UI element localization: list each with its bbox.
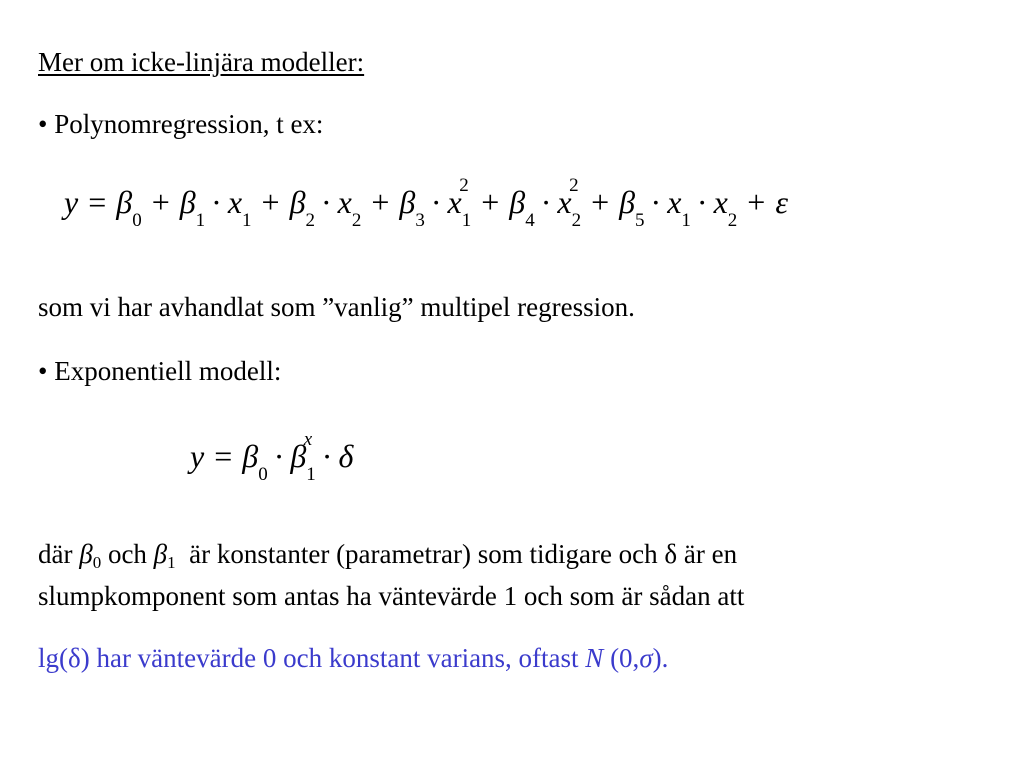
eq1-beta5: $\beta_5$: [619, 184, 645, 232]
bullet-polynomial-regression: • Polynomregression, t ex:: [38, 109, 324, 139]
eq1-dot: ·: [696, 184, 708, 220]
eq1-plus: +: [747, 184, 766, 220]
eq1-beta2: $\beta_2$: [289, 184, 316, 232]
eq1-x1: $x_1$: [227, 184, 252, 232]
normal-distribution-symbol: N: [585, 643, 604, 673]
sigma-symbol: σ: [639, 643, 653, 673]
eq1-dot: ·: [321, 184, 332, 220]
eq1-x2-squared: $x_2$ 2: [557, 175, 582, 232]
eq2-y: y: [190, 438, 205, 474]
eq1-beta4: $\beta_4$: [509, 184, 535, 232]
eq2-beta0: $\beta_0$: [242, 438, 268, 486]
eq1-x1: $x_1$: [667, 184, 691, 232]
eq2-beta1-power-x: $\beta_1$ x: [290, 429, 316, 486]
eq1-beta0: $\beta_0$: [116, 184, 142, 232]
eq1-y: y: [64, 184, 79, 220]
log-delta-text: lg(δ) har väntevärde 0 och konstant varians, oftast: [38, 643, 579, 673]
eq1-dot: ·: [540, 184, 552, 220]
inline-beta0-index: 0: [92, 553, 102, 572]
eq1-plus: +: [591, 184, 610, 220]
eq1-dot: ·: [211, 184, 222, 220]
eq2-dot: ·: [321, 438, 333, 474]
eq1-x2: $x_2$: [337, 184, 362, 232]
word-dar: där: [38, 539, 73, 569]
eq1-epsilon: ε: [775, 184, 788, 220]
slide-heading: Mer om icke-linjära modeller:: [38, 47, 365, 77]
eq1-plus: +: [481, 184, 500, 220]
eq1-dot: ·: [650, 184, 662, 220]
parameter-description-rest: är konstanter (parametrar) som tidigare och δ är en: [189, 539, 738, 569]
eq1-dot: ·: [430, 184, 442, 220]
eq1-equals: =: [88, 184, 107, 220]
eq1-x1-squared: $x_1$ 2: [447, 175, 472, 232]
exponential-equation: [190, 429, 354, 489]
eq1-plus: +: [261, 184, 280, 220]
bullet-exponential-model: • Exponentiell modell:: [38, 356, 282, 386]
inline-beta0: β: [79, 539, 93, 569]
paren-close: ).: [652, 643, 669, 673]
eq1-x2: $x_2$: [713, 184, 738, 232]
eq2-equals: =: [214, 438, 233, 474]
paren-open: (0,: [610, 643, 640, 673]
eq1-beta1: $\beta_1$: [179, 184, 206, 232]
eq1-plus: +: [371, 184, 390, 220]
parameter-description-line2: slumpkomponent som antas ha väntevärde 1 och som är sådan att: [38, 581, 745, 611]
eq2-delta: δ: [338, 438, 354, 474]
word-och: och: [107, 539, 147, 569]
inline-beta1-index: 1: [167, 553, 176, 572]
eq1-beta3: $\beta_3$: [399, 184, 425, 232]
eq1-plus: +: [151, 184, 170, 220]
multiple-regression-note: som vi har avhandlat som ”vanlig” multipel regression.: [38, 292, 635, 322]
eq2-dot: ·: [273, 438, 285, 474]
polynomial-equation: [64, 175, 788, 235]
inline-beta1: β: [153, 539, 168, 569]
log-delta-statement: [38, 642, 668, 674]
parameter-description-line1: [38, 538, 737, 574]
